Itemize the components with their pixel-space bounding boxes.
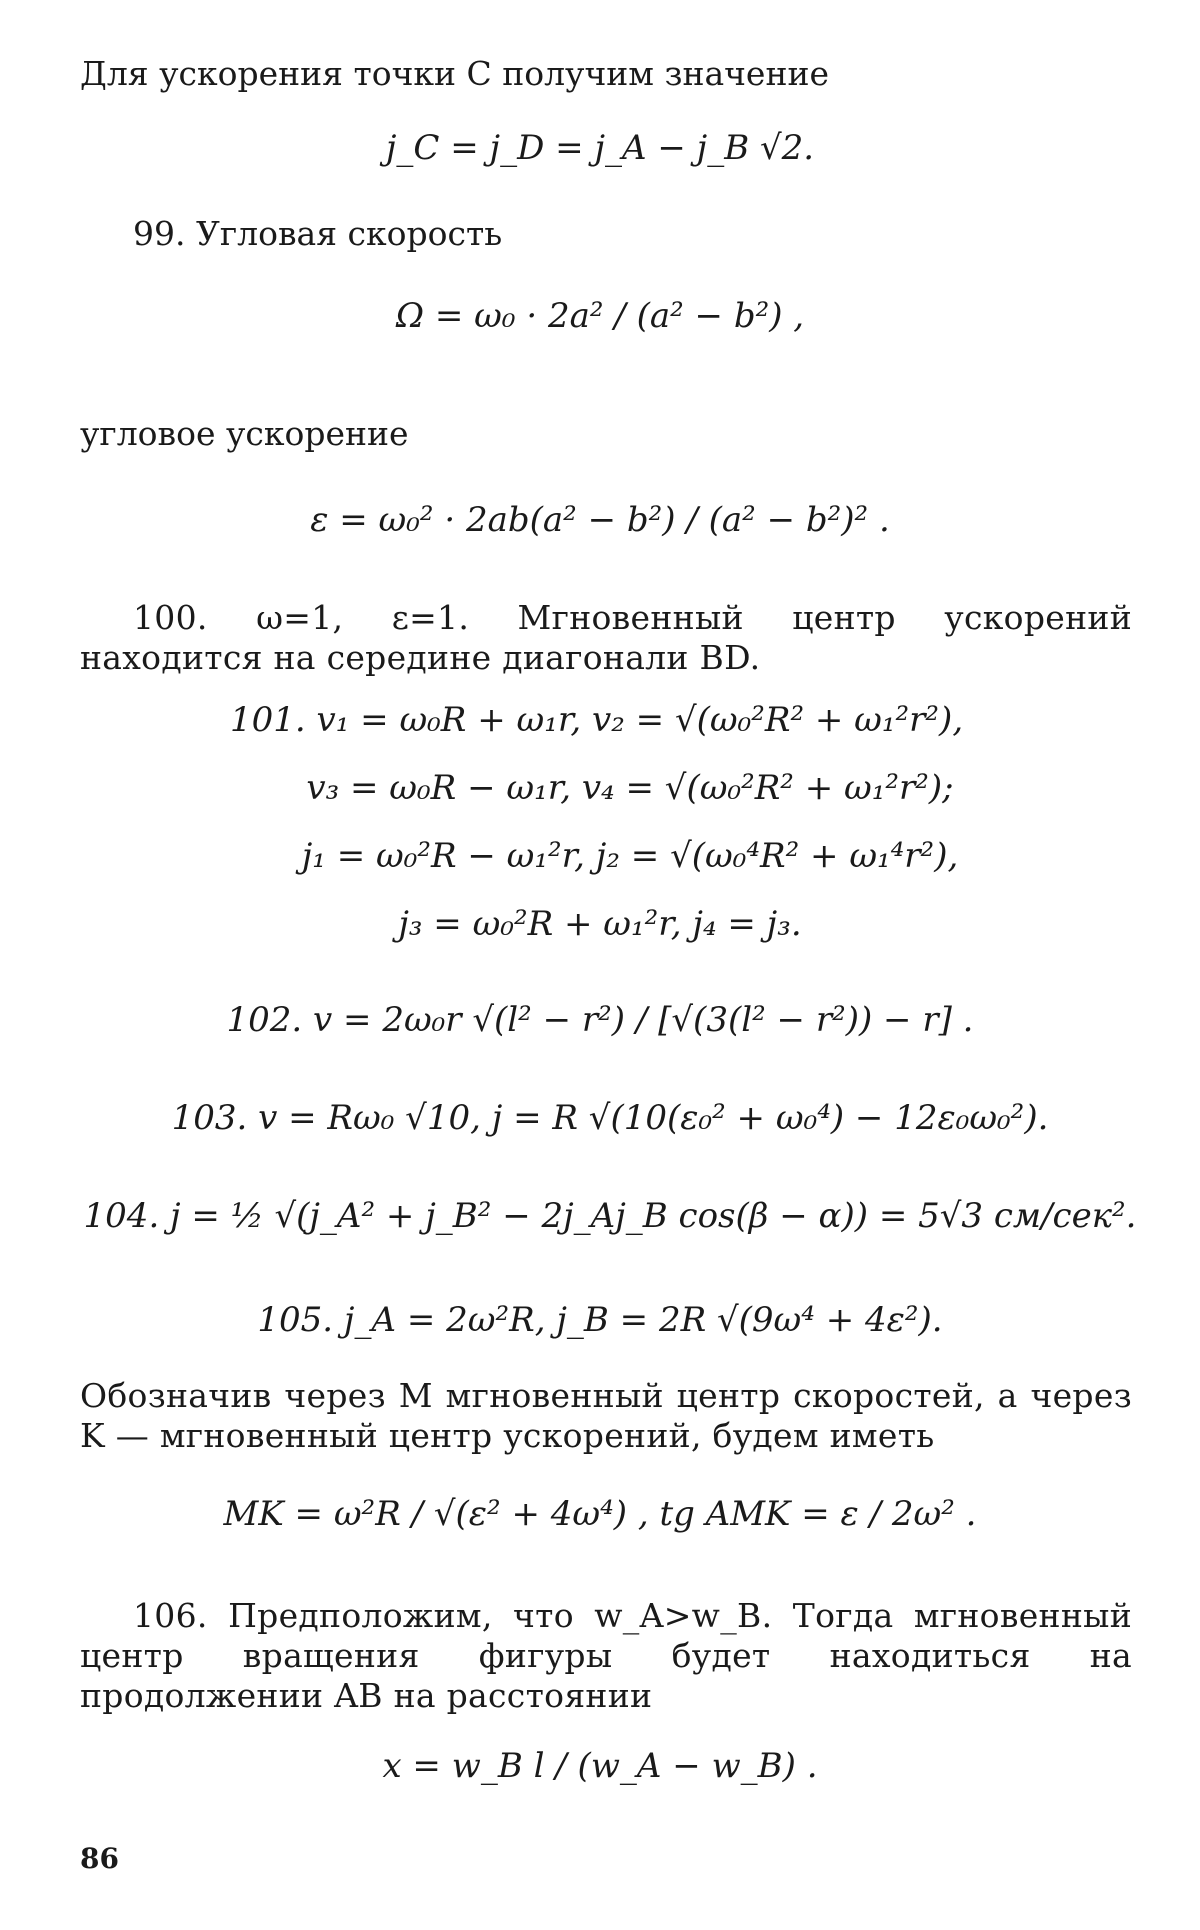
page-number: 86 <box>80 1842 119 1875</box>
formula-x: x = w_B l / (w_A − w_B) . <box>382 1746 818 1786</box>
formula-103: 103. v = Rω₀ √10, j = R √(10(ε₀² + ω₀⁴) − 12ε₀ω₀²). <box>171 1098 1049 1138</box>
formula-102: 102. v = 2ω₀r √(l² − r²) / [√(3(l² − r²)) − r] . <box>226 1000 974 1040</box>
text-line-acceleration-c: Для ускорения точки C получим значение <box>80 54 829 93</box>
text-mk-intro: Обозначив через M мгновенный центр скоростей, а через K — мгновенный центр ускорений, будем иметь <box>80 1376 1132 1455</box>
formula-mk: MK = ω²R / √(ε² + 4ω⁴) , tg AMK = ε / 2ω² . <box>223 1494 977 1534</box>
text-angular-acceleration: угловое ускорение <box>80 414 409 453</box>
formula-epsilon: ε = ω₀² · 2ab(a² − b²) / (a² − b²)² . <box>310 500 890 540</box>
formula-104: 104. j = ½ √(j_A² + j_B² − 2j_Aj_B cos(β − α)) = 5√3 см/сек². <box>83 1196 1137 1236</box>
problem-100-text: 100. ω=1, ε=1. Мгновенный центр ускорений находится на середине диагонали BD. <box>80 598 1132 677</box>
formula-101-line1: 101. v₁ = ω₀R + ω₁r, v₂ = √(ω₀²R² + ω₁²r²), <box>230 700 964 740</box>
formula-101-line2: v₃ = ω₀R − ω₁r, v₄ = √(ω₀²R² + ω₁²r²); <box>306 768 954 808</box>
formula-101-line3: j₁ = ω₀²R − ω₁²r, j₂ = √(ω₀⁴R² + ω₁⁴r²), <box>301 836 959 876</box>
problem-99-label: 99. Угловая скорость <box>133 214 503 253</box>
formula-105: 105. j_A = 2ω²R, j_B = 2R √(9ω⁴ + 4ε²). <box>257 1300 943 1340</box>
formula-101-line4: j₃ = ω₀²R + ω₁²r, j₄ = j₃. <box>398 904 802 944</box>
problem-106-text: 106. Предположим, что w_A>w_B. Тогда мгновенный центр вращения фигуры будет находиться на продолжении AB на расстоянии <box>80 1596 1132 1715</box>
formula-jc: j_C = j_D = j_A − j_B √2. <box>385 128 815 168</box>
formula-omega: Ω = ω₀ · 2a² / (a² − b²) , <box>395 296 805 336</box>
